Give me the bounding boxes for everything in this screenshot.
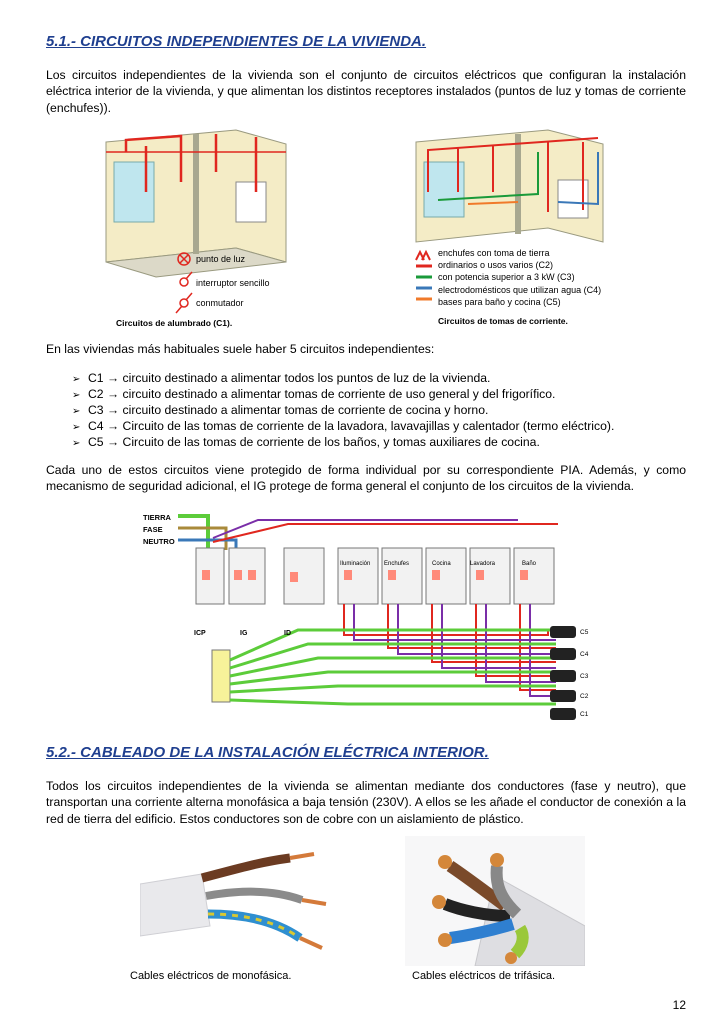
breaker-label: Enchufes bbox=[384, 561, 410, 567]
outlet-legend-swatches bbox=[414, 248, 440, 308]
legend-c3: con potencia superior a 3 kW (C3) bbox=[438, 272, 575, 282]
device-label-id: ID bbox=[284, 630, 291, 637]
distribution-panel-diagram bbox=[138, 510, 598, 722]
list-item: ➢ C3 → circuito destinado a alimentar tomas de corriente de cocina y horno. bbox=[72, 403, 489, 417]
circuits-intro: En las viviendas más habituales suele haber 5 circuitos independientes: bbox=[46, 342, 435, 356]
breaker-label: Lavadora bbox=[470, 561, 496, 567]
output-label-c1: C1 bbox=[580, 711, 589, 718]
input-label-fase: FASE bbox=[143, 525, 163, 534]
outlet-circuits-figure bbox=[398, 122, 628, 247]
list-item: ➢ C4 → Circuito de las tomas de corriente de la lavadora, lavavajillas y calentador (termo eléctrico). bbox=[72, 419, 615, 433]
section-1-intro: Los circuitos independientes de la vivienda son el conjunto de circuitos eléctricos que configuran la instalación eléctrica interior de la vivienda, y que alimentan los distintos receptores instalados (puntos de luz y tomas de corriente (enchufes)). bbox=[46, 68, 686, 115]
legend-light-point: punto de luz bbox=[196, 254, 246, 264]
list-item: ➢ C1 → circuito destinado a alimentar todos los puntos de luz de la vivienda. bbox=[72, 371, 491, 385]
single-phase-cable-image bbox=[140, 848, 330, 958]
output-label-c2: C2 bbox=[580, 693, 589, 700]
legend-outlets-ground: enchufes con toma de tierra bbox=[438, 248, 550, 258]
protection-paragraph: Cada uno de estos circuitos viene protegido de forma individual por su correspondiente PIA. Además, y como mecanismo de seguridad adicional, el IG protege de forma general el conjunto de los circuitos de la vivienda. bbox=[46, 463, 686, 494]
outlet-circuits-caption: Circuitos de tomas de corriente. bbox=[438, 316, 568, 326]
single-phase-caption: Cables eléctricos de monofásica. bbox=[130, 970, 292, 982]
section-2-text: Todos los circuitos independientes de la vivienda se alimentan mediante dos conductores (fase y neutro), que transportan una corriente alterna monofásica a baja tensión (230V). A ellos se les añade el conductor de conexión a la red de tierra del edificio. Estos conductores son de cobre con un aislamiento de plástico. bbox=[46, 779, 686, 826]
commutator-icon bbox=[176, 293, 192, 313]
outlet-icon bbox=[416, 252, 430, 260]
breaker-label: Cocina bbox=[432, 561, 451, 567]
lighting-circuits-figure bbox=[86, 122, 308, 342]
legend-commutator: conmutador bbox=[196, 298, 244, 308]
legend-c4: electrodomésticos que utilizan agua (C4) bbox=[438, 285, 602, 295]
device-label-icp: ICP bbox=[194, 630, 206, 637]
input-label-neutro: NEUTRO bbox=[143, 537, 175, 546]
list-item: ➢ C2 → circuito destinado a alimentar tomas de corriente de uso general y del frigorífico. bbox=[72, 387, 556, 401]
list-item: ➢ C5 → Circuito de las tomas de corriente de los baños, y tomas auxiliares de cocina. bbox=[72, 435, 540, 449]
three-phase-caption: Cables eléctricos de trifásica. bbox=[412, 970, 556, 982]
output-label-c5: C5 bbox=[580, 629, 589, 636]
legend-c2: ordinarios o usos varios (C2) bbox=[438, 260, 554, 270]
output-label-c3: C3 bbox=[580, 673, 589, 680]
page-number: 12 bbox=[672, 998, 686, 1012]
breaker-label: Baño bbox=[522, 561, 537, 567]
legend-simple-switch: interruptor sencillo bbox=[196, 278, 270, 288]
lighting-circuits-caption: Circuitos de alumbrado (C1). bbox=[116, 318, 233, 328]
input-label-tierra: TIERRA bbox=[143, 513, 171, 522]
legend-c5: bases para baño y cocina (C5) bbox=[438, 297, 561, 307]
section-2-title: 5.2.- CABLEADO DE LA INSTALACIÓN ELÉCTRICA INTERIOR. bbox=[46, 744, 489, 761]
breaker-label: Iluminación bbox=[340, 561, 371, 567]
three-phase-cable-image bbox=[405, 836, 585, 966]
device-label-ig: IG bbox=[240, 630, 248, 637]
output-label-c4: C4 bbox=[580, 651, 589, 658]
section-1-title: 5.1.- CIRCUITOS INDEPENDIENTES DE LA VIVIENDA. bbox=[46, 33, 427, 50]
